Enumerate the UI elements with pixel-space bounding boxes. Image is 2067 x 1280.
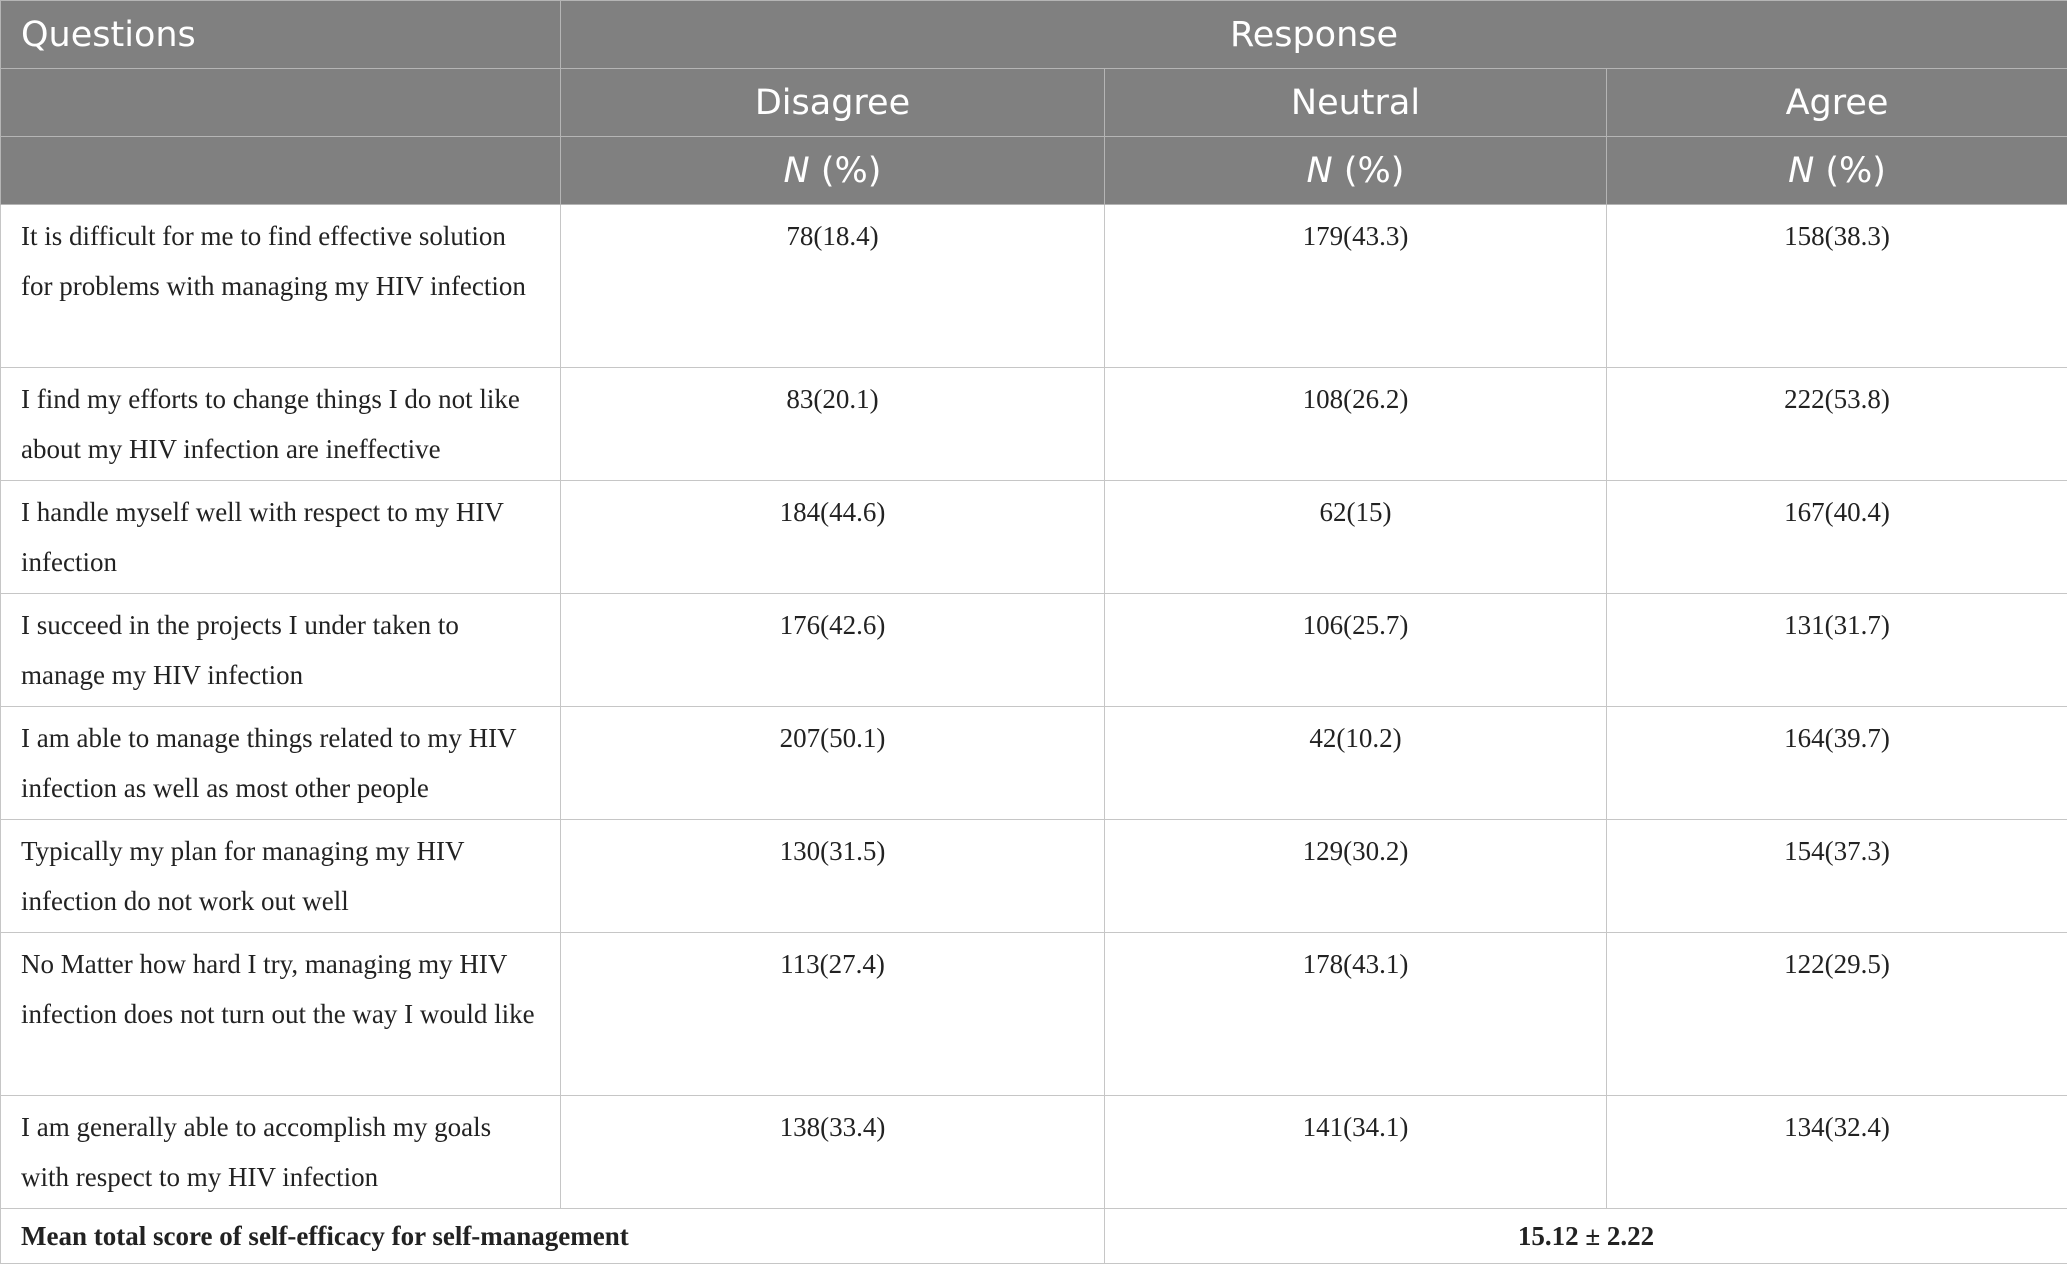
unit-pct: (%) xyxy=(1332,150,1405,191)
question-cell: No Matter how hard I try, managing my HIV infection does not turn out the way I would like xyxy=(1,933,561,1096)
table-row xyxy=(1,481,2067,594)
table-row xyxy=(1,820,2067,933)
disagree-header: Disagree xyxy=(561,69,1105,137)
agree-cell: 158(38.3) xyxy=(1607,205,2067,368)
disagree-cell: 184(44.6) xyxy=(561,481,1105,594)
agree-cell: 154(37.3) xyxy=(1607,820,2067,933)
table-row xyxy=(1,707,2067,820)
neutral-cell: 106(25.7) xyxy=(1105,594,1607,707)
table-row xyxy=(1,368,2067,481)
question-cell: I handle myself well with respect to my HIV infection xyxy=(1,481,561,594)
neutral-cell: 179(43.3) xyxy=(1105,205,1607,368)
unit-pct: (%) xyxy=(1814,150,1886,191)
table-row xyxy=(1,1096,2067,1209)
neutral-header: Neutral xyxy=(1105,69,1607,137)
unit-n: N xyxy=(783,150,810,191)
neutral-cell: 178(43.1) xyxy=(1105,933,1607,1096)
disagree-cell: 113(27.4) xyxy=(561,933,1105,1096)
table-row xyxy=(1,205,2067,368)
agree-cell: 134(32.4) xyxy=(1607,1096,2067,1209)
agree-unit-header xyxy=(1607,137,2067,205)
question-cell: I am generally able to accomplish my goals with respect to my HIV infection xyxy=(1,1096,561,1209)
agree-cell: 131(31.7) xyxy=(1607,594,2067,707)
unit-n: N xyxy=(1788,150,1815,191)
neutral-cell: 141(34.1) xyxy=(1105,1096,1607,1209)
empty-header-cell xyxy=(1,69,561,137)
neutral-cell: 108(26.2) xyxy=(1105,368,1607,481)
neutral-unit-header xyxy=(1105,137,1607,205)
mean-score-label: Mean total score of self-efficacy for self-management xyxy=(1,1209,1105,1264)
header-row-3 xyxy=(1,137,2067,205)
disagree-unit-header xyxy=(561,137,1105,205)
table-row xyxy=(1,594,2067,707)
empty-header-cell xyxy=(1,137,561,205)
question-cell: I am able to manage things related to my HIV infection as well as most other people xyxy=(1,707,561,820)
agree-cell: 222(53.8) xyxy=(1607,368,2067,481)
response-header: Response xyxy=(561,1,2067,69)
question-cell: I succeed in the projects I under taken to manage my HIV infection xyxy=(1,594,561,707)
agree-cell: 167(40.4) xyxy=(1607,481,2067,594)
disagree-cell: 138(33.4) xyxy=(561,1096,1105,1209)
unit-pct: (%) xyxy=(809,150,882,191)
disagree-cell: 176(42.6) xyxy=(561,594,1105,707)
table-row xyxy=(1,933,2067,1096)
neutral-cell: 62(15) xyxy=(1105,481,1607,594)
agree-cell: 122(29.5) xyxy=(1607,933,2067,1096)
agree-cell: 164(39.7) xyxy=(1607,707,2067,820)
mean-score-value: 15.12 ± 2.22 xyxy=(1105,1209,2067,1264)
header-row-1 xyxy=(1,1,2067,69)
disagree-cell: 130(31.5) xyxy=(561,820,1105,933)
agree-header: Agree xyxy=(1607,69,2067,137)
disagree-cell: 207(50.1) xyxy=(561,707,1105,820)
disagree-cell: 83(20.1) xyxy=(561,368,1105,481)
mean-score-row xyxy=(1,1209,2067,1264)
unit-n: N xyxy=(1306,150,1333,191)
question-cell: I find my efforts to change things I do not like about my HIV infection are ineffective xyxy=(1,368,561,481)
disagree-cell: 78(18.4) xyxy=(561,205,1105,368)
neutral-cell: 42(10.2) xyxy=(1105,707,1607,820)
question-cell: It is difficult for me to find effective solution for problems with managing my HIV infection xyxy=(1,205,561,368)
neutral-cell: 129(30.2) xyxy=(1105,820,1607,933)
questions-header: Questions xyxy=(1,1,561,69)
question-cell: Typically my plan for managing my HIV infection do not work out well xyxy=(1,820,561,933)
header-row-2 xyxy=(1,69,2067,137)
